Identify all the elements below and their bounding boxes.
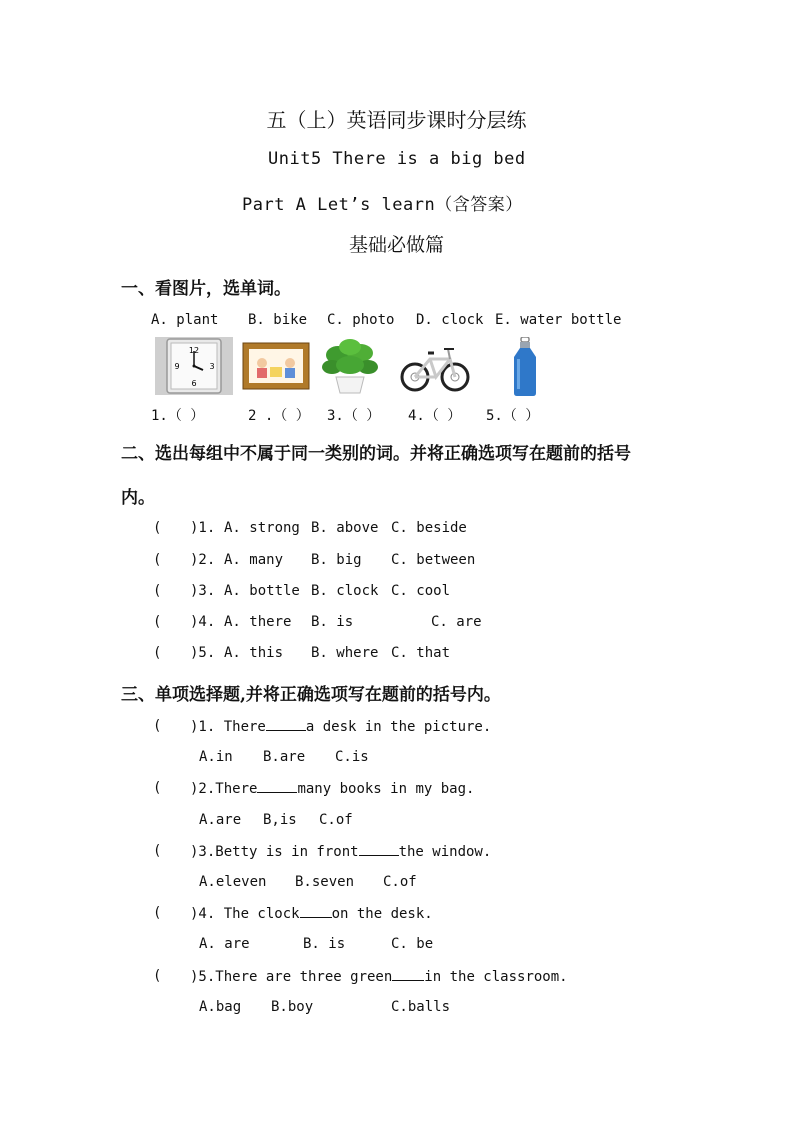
choice-c: C. cool — [391, 583, 451, 599]
option-c: C. photo — [327, 312, 395, 328]
item-number: )5. — [190, 645, 216, 661]
question-text: the window. — [398, 844, 492, 860]
answer-blank[interactable] — [392, 968, 424, 981]
part-title: Part A Let’s learn（含答案） — [242, 195, 523, 215]
option-a: A. are — [199, 936, 250, 952]
answer-blank[interactable] — [300, 905, 332, 918]
answer-blank[interactable] — [359, 843, 399, 856]
option-a: A.bag — [199, 999, 242, 1015]
question-text: many books in my bag. — [297, 781, 475, 797]
plant-picture — [318, 337, 382, 399]
section1-heading: 一、看图片，选单词。 — [121, 279, 291, 299]
section3-heading: 三、单项选择题,并将正确选项写在题前的括号内。 — [121, 685, 501, 705]
clock-picture — [155, 337, 233, 399]
choice-b: B. big — [311, 552, 362, 568]
option-a: A.eleven — [199, 874, 267, 890]
option-b: B. bike — [248, 312, 308, 328]
paren: ( — [153, 905, 162, 921]
choice-a: A. many — [224, 552, 284, 568]
question-3 — [190, 843, 491, 860]
option-a: A. plant — [151, 312, 219, 328]
question-text: )1. There — [190, 719, 266, 735]
option-b: B.are — [263, 749, 306, 765]
item-number: )2. — [190, 552, 216, 568]
answer-blank[interactable] — [266, 718, 306, 731]
option-e: E. water bottle — [495, 312, 622, 328]
item-number: )1. — [190, 520, 216, 536]
clock-numeral-9: 9 — [174, 362, 180, 371]
answer-blank[interactable] — [257, 780, 297, 793]
paren: ( — [153, 780, 162, 796]
question-text: in the classroom. — [424, 969, 568, 985]
clock-numeral-6: 6 — [191, 379, 197, 388]
choice-c: C. between — [391, 552, 476, 568]
level-title: 基础必做篇 — [348, 234, 444, 256]
choice-b: B. above — [311, 520, 379, 536]
photo-picture — [240, 337, 312, 399]
question-4 — [190, 905, 433, 922]
paren: ( — [153, 968, 162, 984]
answer-5: 5.（ ） — [486, 408, 540, 424]
answer-4: 4.（ ） — [408, 408, 462, 424]
question-text: )3.Betty is in front — [190, 844, 359, 860]
clock-numeral-3: 3 — [209, 362, 215, 371]
paren: ( — [153, 843, 162, 859]
question-5 — [190, 968, 568, 985]
question-text: on the desk. — [331, 906, 433, 922]
choice-a: A. strong — [224, 520, 300, 536]
item-number: )3. — [190, 583, 216, 599]
paren: ( — [153, 645, 162, 661]
option-a: A.are — [199, 812, 242, 828]
choice-c: C. that — [391, 645, 451, 661]
unit-title: Unit5 There is a big bed — [268, 149, 526, 169]
option-b: B. is — [303, 936, 346, 952]
paren: ( — [153, 520, 162, 536]
option-a: A.in — [199, 749, 233, 765]
choice-a: A. this — [224, 645, 284, 661]
paren: ( — [153, 614, 162, 630]
page-title: 五（上）英语同步课时分层练 — [266, 108, 527, 132]
option-c: C.of — [319, 812, 353, 828]
choice-c: C. beside — [391, 520, 467, 536]
item-number: )4. — [190, 614, 216, 630]
answer-3: 3.（ ） — [327, 408, 381, 424]
choice-a: A. there — [224, 614, 292, 630]
option-b: B,is — [263, 812, 297, 828]
option-c: C.balls — [391, 999, 451, 1015]
paren: ( — [153, 583, 162, 599]
question-text: a desk in the picture. — [305, 719, 492, 735]
option-c: C. be — [391, 936, 434, 952]
question-1 — [190, 718, 491, 735]
answer-1: 1.（ ） — [151, 408, 205, 424]
answer-2: 2 .（ ） — [248, 408, 310, 424]
water-bottle-picture — [508, 337, 542, 401]
paren: ( — [153, 718, 162, 734]
question-text: )2.There — [190, 781, 258, 797]
question-2 — [190, 780, 474, 797]
choice-b: B. clock — [311, 583, 379, 599]
paren: ( — [153, 552, 162, 568]
choice-c: C. are — [431, 614, 482, 630]
section2-heading: 二、选出每组中不属于同一类别的词。并将正确选项写在题前的括号 — [121, 444, 631, 464]
bike-picture — [398, 337, 472, 399]
choice-a: A. bottle — [224, 583, 300, 599]
option-b: B.seven — [295, 874, 355, 890]
question-text: )5.There are three green — [190, 969, 393, 985]
option-d: D. clock — [416, 312, 484, 328]
choice-b: B. is — [311, 614, 354, 630]
option-c: C.is — [335, 749, 369, 765]
option-c: C.of — [383, 874, 417, 890]
section2-heading-cont: 内。 — [121, 488, 155, 508]
clock-numeral-12: 12 — [188, 346, 200, 355]
question-text: )4. The clock — [190, 906, 300, 922]
choice-b: B. where — [311, 645, 379, 661]
option-b: B.boy — [271, 999, 314, 1015]
